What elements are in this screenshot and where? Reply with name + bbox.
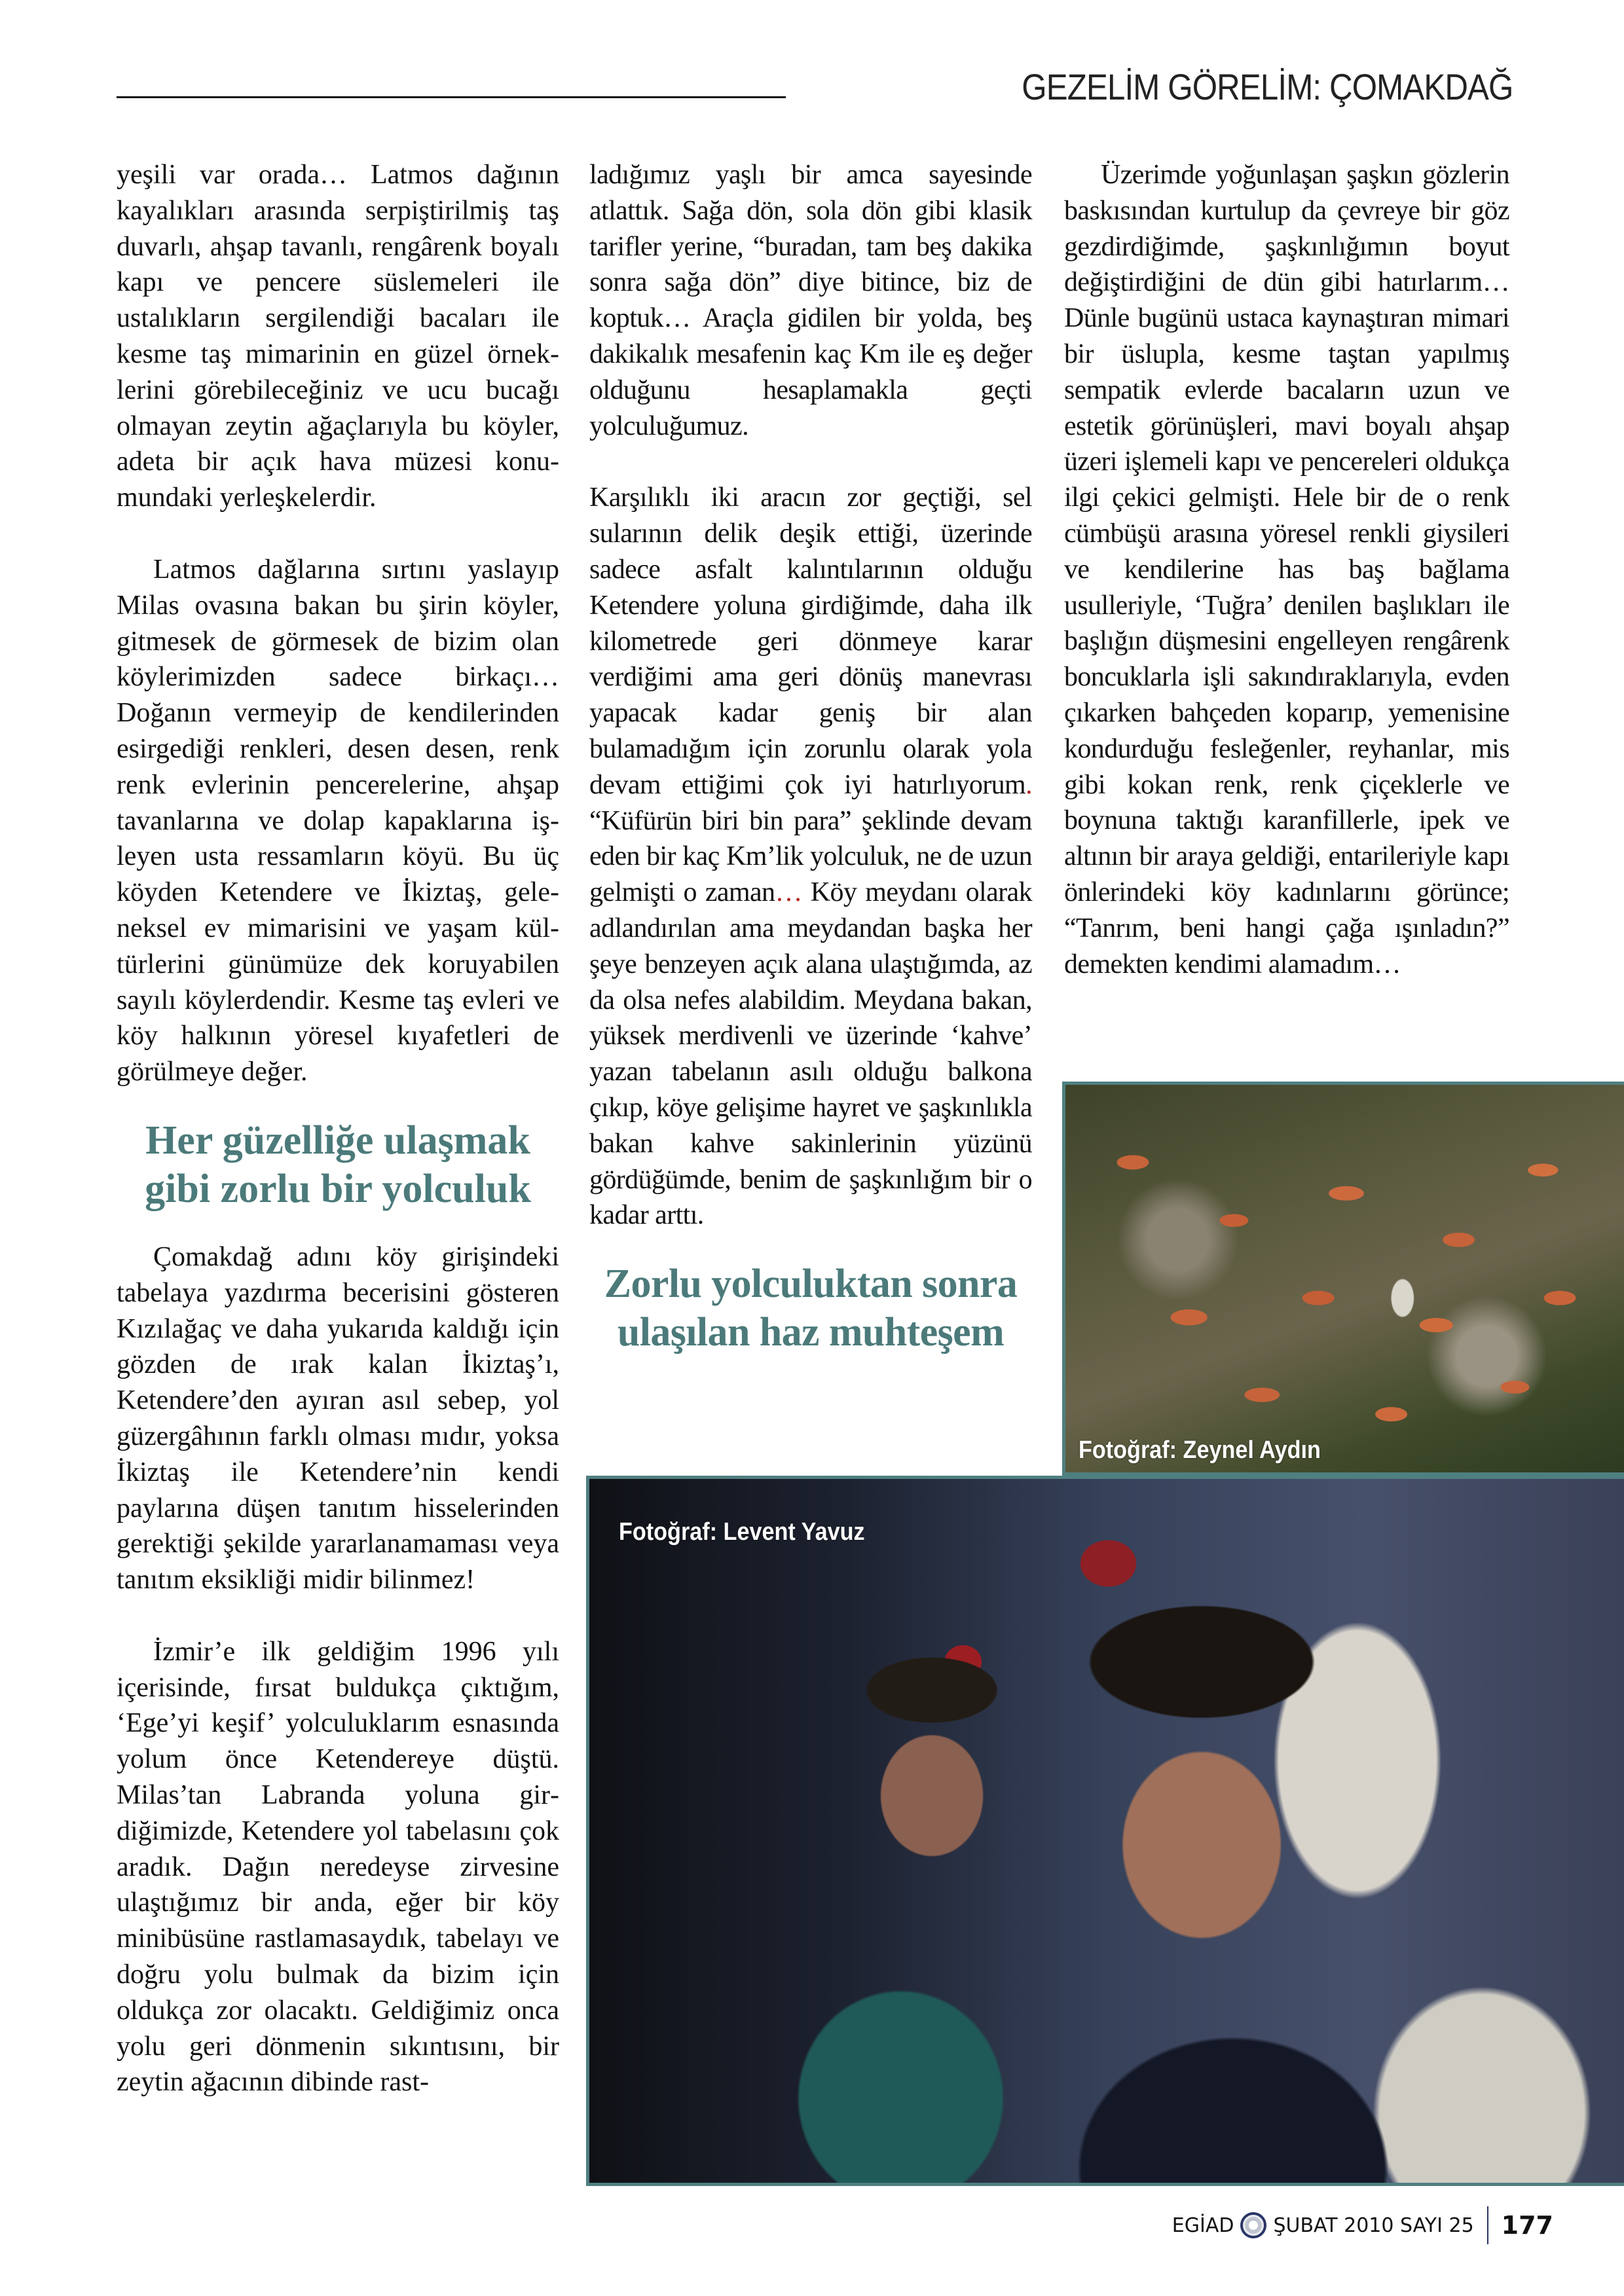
egiad-logo-icon: [1240, 2212, 1266, 2238]
article-column-3: [1064, 157, 1509, 982]
page-number: 177: [1501, 2211, 1553, 2240]
article-column-2: [589, 157, 1032, 1357]
section-subheading: Zorlu yolculuktan sonra ulaşılan haz muhteşem: [604, 1262, 1018, 1355]
photo-credit: Fotoğraf: Levent Yavuz: [619, 1518, 865, 1546]
red-ellipsis: …: [775, 877, 802, 908]
village-women-photo: [586, 1476, 1624, 2186]
paragraph: İzmir’e ilk geldiğim 1996 yılı içerisinde, fırsat buldukça çıktığım, ‘Ege’yi keşif’ yolculuklarım esnasında yolum önce Ketendereye düştü. Milas’tan Labranda yoluna girdiğimizde, Ketendere yol tabelasını çok aradık. Dağın neredeyse zirvesine ulaştığımız bir anda, eğer bir köy minibüsüne rastlamasaydık, tabelayı ve doğru yolu bulmak da bizim için oldukça zor olacaktı. Geldiğimiz onca yolu geri dönmenin sıkıntısını, bir zeytin ağacının dibinde rast-: [117, 1636, 559, 2098]
paragraph: yeşili var orada… Latmos dağının kayalıkları arasında serpiştirilmiş taş duvarlı, ahşap tavanlı, rengârenk boyalı kapı ve pencere süslemeleri ile ustalıkların sergilendiği bacaları ile kesme taş mimarinin en güzel örneklerini görebileceğiniz ve ucu bucağı olmayan zeytin ağaçlarıyla bu köyler, adeta bir açık hava müzesi konumundaki yerleşkelerdir.: [117, 160, 559, 513]
red-punctuation: .: [1025, 769, 1032, 800]
paragraph: Çomakdağ adını köy girişindeki tabelaya yazdırma becerisini gösteren Kızılağaç ve daha yukarıda kaldığı için gözden de ırak kalan İkiztaş’ı, Ketendere’den ayıran asıl sebep, yol güzergâhının farklı olması mıdır, yoksa İkiztaş ile Ketendere’nin kendi paylarına düşen tanıtım hisselerinden gerektiği şekilde yararlanamaması veya tanıtım eksikliği midir bilinmez!: [117, 1241, 559, 1595]
paragraph-text: Karşılıklı iki aracın zor geçtiği, sel sularının delik deşik ettiği, üzerinde sadece asfalt kalıntılarının olduğu Ketendere yoluna girdiğimde, daha ilk kilometrede geri dönmeye karar verdiğimi ama geri dönüş manevrası yapacak kadar geniş bir alan bulamadığım için zorunlu olarak yola devam ettiğimi çok iyi hatırlıyorum: [589, 483, 1032, 800]
paragraph-text: Köy meydanı olarak adlandırılan ama meydandan başka her şeye benzeyen açık alana ulaştığımda, az da olsa nefes alabildim. Meydana bakan, yüksek merdivenli ve üzerinde ‘kahve’ yazan tabelanın asılı olduğu balkona çıkıp, köye gelişime hayret ve şaşkınlıkla bakan kahve sakinlerinin yüzünü gördüğümde, benim de şaşkınlığım bir o kadar arttı.: [589, 877, 1032, 1231]
paragraph: Üzerimde yoğunlaşan şaşkın gözlerin baskısından kurtulup da çevreye bir göz gezdirdiğimde, şaşkınlığımın boyut değiştirdiğini de dün gibi hatırlarım… Dünle bugünü ustaca kaynaştıran mimari bir üslupla, kesme taştan yapılmış sempatik evlerde bacaların uzun ve estetik görünüşleri, mavi boyalı ahşap üzeri işlemeli kapı ve pencereleri oldukça ilgi çekici gelmişti. Hele bir de o renk cümbüşü arasına yöresel renkli giysileri ve kendilerine has baş bağlama usulleriyle, ‘Tuğra’ denilen başlıkları ile başlığın düşmesini engelleyen rengârenk boncuklarla işli sakındıraklarıyla, evden çıkarken bahçeden koparıp, yemenisine kondurduğu fesleğenler, reyhanlar, mis gibi kokan renk, renk çiçeklerle ve boynuna taktığı karanfillerle, ipek ve altının bir araya geldiği, entarileriyle kapı önlerindeki köy kadınlarını görünce; “Tanrım, beni hangi çağa ışınladın?” demekten kendimi alamadım…: [1064, 160, 1509, 979]
footer-divider: [1487, 2206, 1488, 2244]
article-column-1: [117, 157, 559, 2100]
village-aerial-photo: [1062, 1082, 1624, 1476]
section-subheading: Her güzelliğe ulaşmak gibi zorlu bir yolculuk: [145, 1118, 531, 1211]
issue-info: ŞUBAT 2010 SAYI 25: [1273, 2214, 1474, 2237]
photo-credit: Fotoğraf: Zeynel Aydın: [1079, 1436, 1321, 1464]
brand-name: EGİAD: [1172, 2214, 1234, 2237]
header-rule: [117, 96, 786, 98]
paragraph: Latmos dağlarına sırtını yaslayıp Milas ovasına bakan bu şirin köyler, gitmesek de görmesek de bizim olan köylerimizden sadece birkaçı… Doğanın vermeyip de kendilerinden esirgediği renkleri, desen desen, renk renk evlerinin pencerelerine, ahşap tavanlarına ve dolap kapaklarına işleyen usta ressamların köyü. Bu üç köyden Ketendere ve İkiztaş, geleneksel ev mimarisini ve yaşam kültürlerini günümüze dek koruyabilen sayılı köylerdendir. Kesme taş evleri ve köy halkının yöresel kıyafetleri de görülmeye değer.: [117, 554, 559, 1087]
page-footer: [1172, 2206, 1553, 2244]
paragraph-text: “Küfürün biri bin para” şeklinde devam eden bir kaç Km’lik yolculuk, ne de uzun gelmişti o zaman: [589, 805, 1032, 908]
paragraph: ladığımız yaşlı bir amca sayesinde atlattık. Sağa dön, sola dön gibi klasik tarifler yerine, “buradan, tam beş dakika sonra sağa dön” diye bitince, biz de koptuk… Araçla gidilen bir yolda, beş dakikalık mesafenin kaç Km ile eş değer olduğunu hesaplamakla geçti yolculuğumuz.: [589, 160, 1032, 441]
running-head: GEZELİM GÖRELİM: ÇOMAKDAĞ: [1021, 66, 1513, 107]
paragraph: [589, 480, 1032, 1233]
